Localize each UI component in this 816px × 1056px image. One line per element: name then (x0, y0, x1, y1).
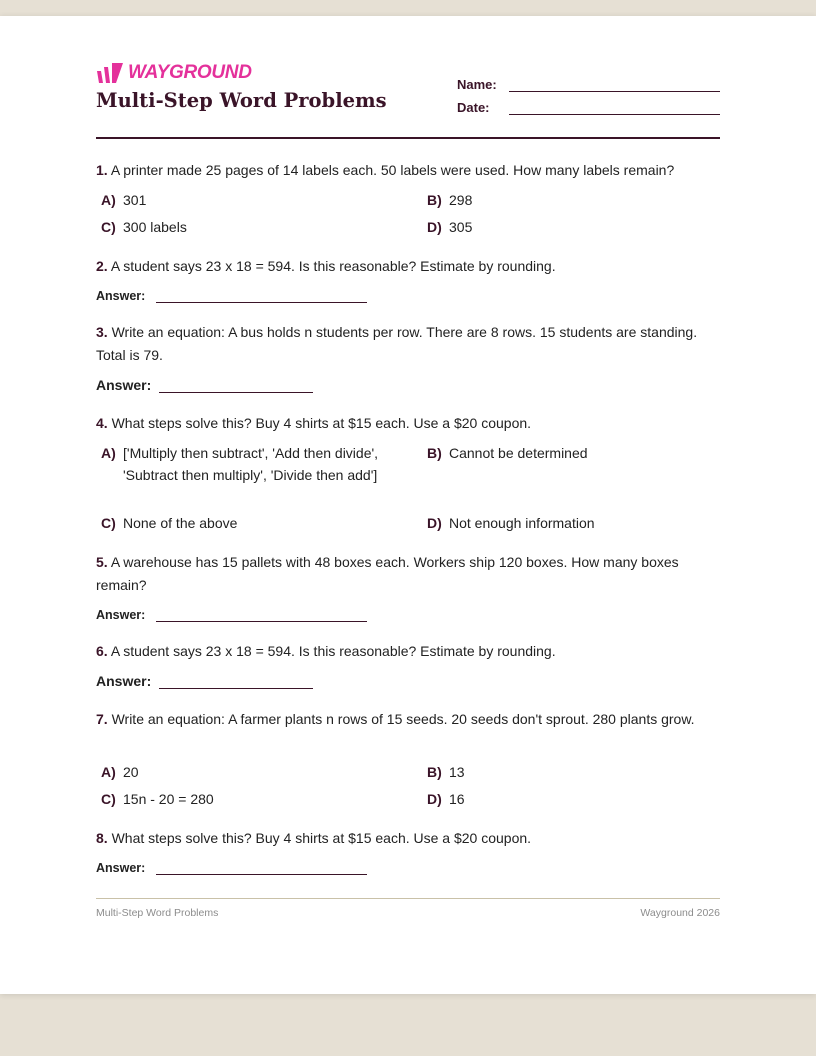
footer-credit: Wayground 2026 (640, 907, 720, 919)
option-7a[interactable] (101, 761, 388, 783)
answer-label: Answer: (96, 608, 146, 622)
answer-field[interactable] (159, 374, 313, 393)
question-5 (96, 551, 720, 597)
question-4 (96, 412, 720, 435)
answer-field[interactable] (156, 285, 367, 303)
question-number: 3. (96, 324, 108, 340)
option-text: 20 (123, 764, 139, 780)
option-4c[interactable] (101, 512, 388, 534)
option-text: 15n - 20 = 280 (123, 791, 214, 807)
question-text: What steps solve this? Buy 4 shirts at $15 each. Use a $20 coupon. (111, 830, 532, 846)
question-text: A printer made 25 pages of 14 labels each. 50 labels were used. How many labels remain? (110, 162, 675, 178)
name-field[interactable] (509, 91, 720, 92)
question-number: 1. (96, 162, 108, 178)
option-text: Cannot be determined (449, 445, 588, 461)
option-text: ['Multiply then subtract', 'Add then divide', 'Subtract then multiply', 'Divide then add'] (123, 445, 379, 483)
option-7b[interactable] (427, 761, 714, 783)
option-label: B) (427, 445, 442, 461)
answer-5 (96, 604, 367, 622)
answer-field[interactable] (159, 670, 313, 689)
option-1a[interactable] (101, 189, 388, 211)
option-label: D) (427, 791, 442, 807)
question-text: Write an equation: A bus holds n students per row. There are 8 rows. 15 students are standing. Total is 79. (96, 324, 698, 363)
option-label: C) (101, 219, 116, 235)
question-6 (96, 640, 720, 663)
brand-logo (96, 62, 252, 84)
question-number: 4. (96, 415, 108, 431)
option-label: D) (427, 219, 442, 235)
answer-label: Answer: (96, 377, 152, 393)
worksheet-title: Multi-Step Word Problems (96, 89, 387, 112)
answer-field[interactable] (156, 857, 367, 875)
option-text: 301 (123, 192, 147, 208)
answer-label: Answer: (96, 861, 146, 875)
option-text: 300 labels (123, 219, 187, 235)
option-label: D) (427, 515, 442, 531)
question-number: 5. (96, 554, 108, 570)
option-label: A) (101, 192, 116, 208)
option-4b[interactable] (427, 442, 714, 464)
option-label: C) (101, 791, 116, 807)
answer-8 (96, 857, 367, 875)
option-label: A) (101, 445, 116, 461)
option-1d[interactable] (427, 216, 714, 238)
answer-6 (96, 670, 313, 689)
option-label: B) (427, 192, 442, 208)
option-text: Not enough information (449, 515, 595, 531)
footer-divider (96, 898, 720, 899)
footer-title: Multi-Step Word Problems (96, 907, 219, 919)
option-text: 13 (449, 764, 465, 780)
question-text: What steps solve this? Buy 4 shirts at $15 each. Use a $20 coupon. (111, 415, 532, 431)
question-number: 6. (96, 643, 108, 659)
question-text: Write an equation: A farmer plants n rows of 15 seeds. 20 seeds don't sprout. 280 plants grow. (111, 711, 695, 727)
header-divider (96, 137, 720, 139)
answer-2 (96, 285, 367, 303)
question-3 (96, 321, 720, 367)
option-text: None of the above (123, 515, 238, 531)
question-number: 7. (96, 711, 108, 727)
question-8 (96, 827, 720, 850)
option-text: 305 (449, 219, 473, 235)
question-number: 2. (96, 258, 108, 274)
option-text: 298 (449, 192, 473, 208)
option-text: 16 (449, 791, 465, 807)
answer-label: Answer: (96, 673, 152, 689)
answer-3 (96, 374, 313, 393)
date-label: Date: (457, 100, 490, 115)
date-field[interactable] (509, 114, 720, 115)
question-1 (96, 159, 720, 182)
answer-label: Answer: (96, 289, 146, 303)
wayground-logo-icon (96, 62, 124, 84)
name-label: Name: (457, 77, 497, 92)
brand-name: WAYGROUND (128, 62, 252, 83)
option-1b[interactable] (427, 189, 714, 211)
option-label: B) (427, 764, 442, 780)
answer-field[interactable] (156, 604, 367, 622)
option-4a[interactable] (101, 442, 385, 486)
option-7c[interactable] (101, 788, 388, 810)
question-text: A student says 23 x 18 = 594. Is this reasonable? Estimate by rounding. (110, 258, 556, 274)
option-1c[interactable] (101, 216, 388, 238)
question-text: A student says 23 x 18 = 594. Is this reasonable? Estimate by rounding. (110, 643, 556, 659)
question-7 (96, 708, 720, 731)
worksheet-header (96, 62, 720, 124)
option-label: A) (101, 764, 116, 780)
option-label: C) (101, 515, 116, 531)
question-2 (96, 255, 720, 278)
option-7d[interactable] (427, 788, 714, 810)
question-number: 8. (96, 830, 108, 846)
question-text: A warehouse has 15 pallets with 48 boxes each. Workers ship 120 boxes. How many boxes remain? (96, 554, 679, 593)
option-4d[interactable] (427, 512, 714, 534)
